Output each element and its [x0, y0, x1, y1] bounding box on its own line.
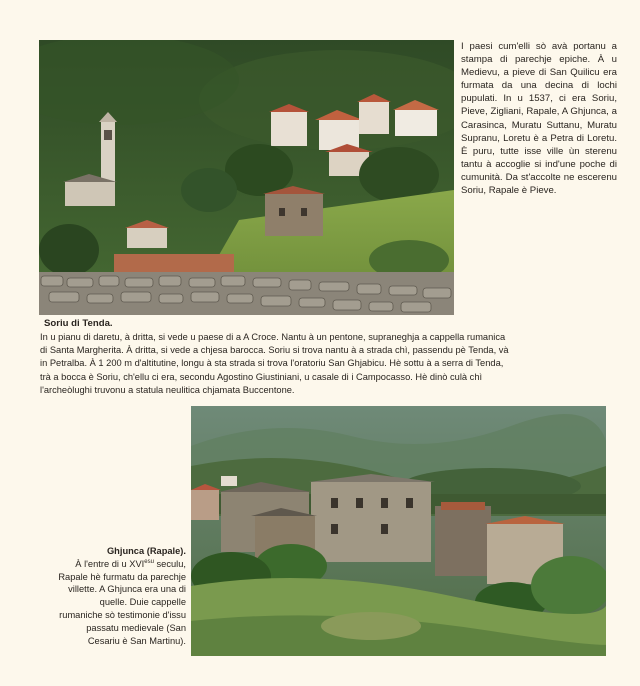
photo2-caption-text-end: seculu, Rapale hè furmatu da parechje villette. A Ghjunca era una di quelle. Duie cappelle rumaniche sò testimonie d'issu passatu medievale (San Cesariu è San Martinu). [58, 558, 186, 646]
photo2-caption [56, 545, 186, 647]
intro-paragraph: I paesi cum'elli sò avà portanu a stampa di parechje epiche. À u Medievu, a pieve di San Quilicu era furmata da una decina di lochi pupulati. In u 1537, ci era Soriu, Pieve, Zigliani, Rapale, A Ghjunca, a Carasinca, Muratu Suttanu, Muratu Supranu, Loretu è a Petra di Loretu. È puru, tutte isse ville ùn sterenu tantu à accoglie si ind'une poche di cumunità. Da st'accolte ne escerenu Soriu, Rapale è Pieve. [461, 41, 617, 197]
photo2-caption-text-start: À l'entre di u XVI [75, 558, 145, 569]
photo1-caption-title: Soriu di Tenda. [44, 318, 113, 329]
photo1-caption-body: In u pianu di daretu, à dritta, si vede u paese di a A Croce. Nantu à un pentone, supraneghja a cappella rumanica di Santa Margherita. À dritta, si vede a chjesa barocca. Soriu si trova nantu à a strada chì, passendu pè Tenda, và in Petralba. À 1 200 m d'altitutine, longu à sta strada si trova l'oratoriu San Ghjabicu. Hè sottu à a serra di Tenda, trà a bocca è Soriu, ch'ellu ci era, secondu Agostino Giustiniani, u casale di i Campocasso. Hè dinò culà chì l'archeòlughi truvonu a statula neulitica chjamata Buccentone. [40, 332, 509, 395]
soriu-photo [39, 40, 454, 315]
ghjunca-photo [191, 406, 606, 656]
photo2-caption-superscript: esu [144, 558, 154, 565]
photo2-caption-title: Ghjunca (Rapale). [106, 546, 186, 556]
